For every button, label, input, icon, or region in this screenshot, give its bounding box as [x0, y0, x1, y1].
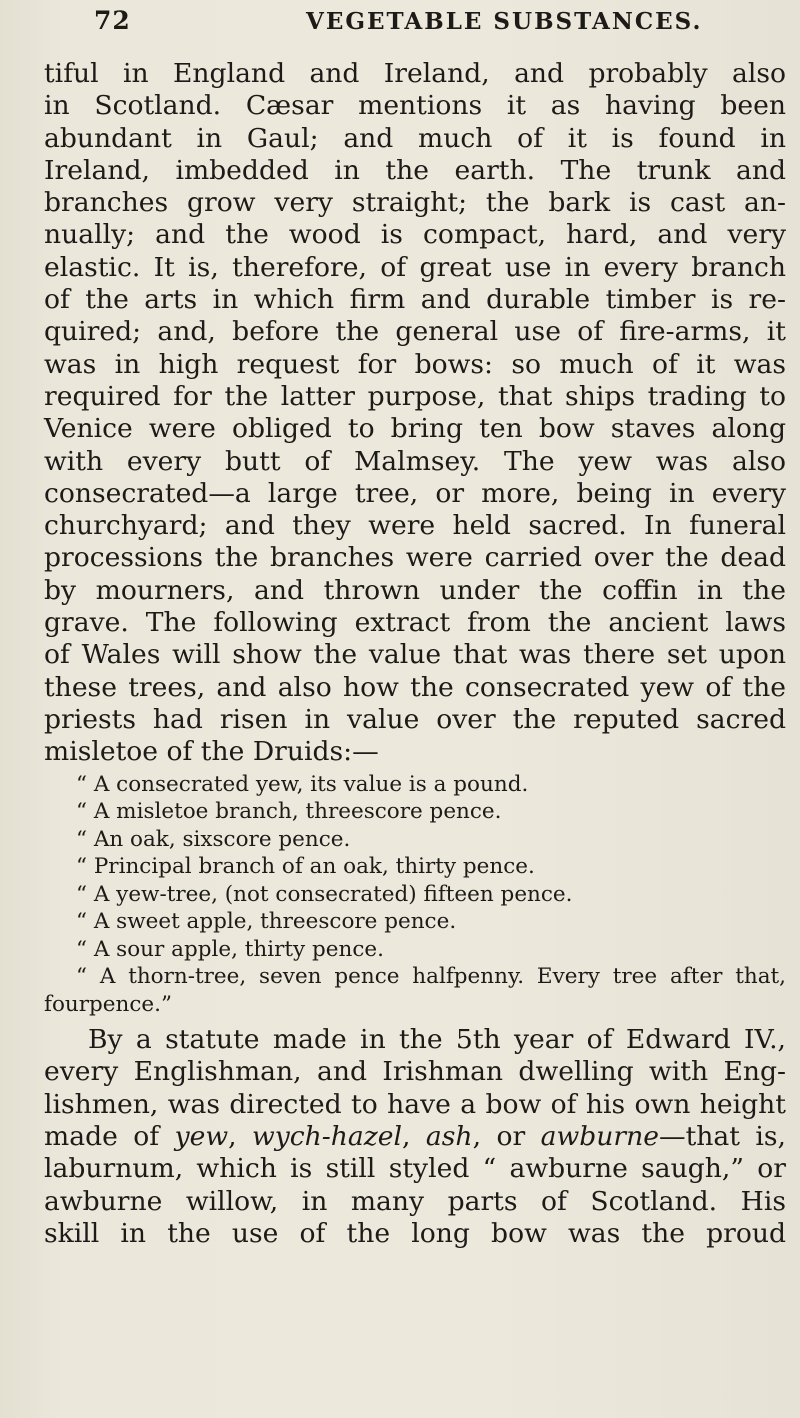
quote-line: “ Principal branch of an oak, thirty pence. — [76, 854, 535, 880]
quote-line: “ A sour apple, thirty pence. — [76, 936, 384, 962]
italic-term: ash — [425, 1120, 473, 1152]
text-line: in Scotland. Cæsar mentions it as having been — [44, 90, 786, 122]
text-line: processions the branches were carried over the dead — [44, 542, 786, 574]
text-line: lishmen, was directed to have a bow of his own height — [44, 1088, 786, 1120]
quote-line: “ A thorn-tree, seven pence halfpenny. Every tree after that, — [76, 964, 786, 990]
text-line: priests had risen in value over the reputed sacred — [44, 703, 786, 735]
text-line: laburnum, which is still styled “ awburne saugh,” or — [44, 1153, 786, 1185]
text-line: was in high request for bows: so much of it was — [44, 348, 786, 380]
quote-line: “ A misletoe branch, threescore pence. — [76, 799, 502, 825]
text-line: of the arts in which firm and durable timber is re- — [44, 284, 786, 316]
text-fragment: , — [402, 1120, 426, 1152]
text-line: churchyard; and they were held sacred. In funeral — [44, 510, 786, 542]
text-line: grave. The following extract from the ancient laws — [44, 607, 786, 639]
text-line: with every butt of Malmsey. The yew was also — [44, 445, 786, 477]
text-line: skill in the use of the long bow was the proud — [44, 1217, 786, 1249]
quote-line: “ A consecrated yew, its value is a pound. — [76, 771, 529, 797]
quote-line: “ A yew-tree, (not consecrated) fifteen pence. — [76, 881, 573, 907]
text-line: required for the latter purpose, that ships trading to — [44, 380, 786, 412]
running-title: VEGETABLE SUBSTANCES. — [306, 8, 703, 35]
text-line: misletoe of the Druids:— — [44, 736, 379, 768]
text-line: every Englishman, and Irishman dwelling with Eng- — [44, 1056, 786, 1088]
text-line: these trees, and also how the consecrated yew of the — [44, 671, 786, 703]
text-fragment: , or — [472, 1120, 541, 1152]
text-line: abundant in Gaul; and much of it is found in — [44, 122, 786, 154]
quote-line: fourpence.” — [44, 991, 172, 1017]
text-line: of Wales will show the value that was there set upon — [44, 639, 786, 671]
text-line: By a statute made in the 5th year of Edward IV., — [88, 1024, 786, 1056]
quote-line: “ A sweet apple, threescore pence. — [76, 909, 457, 935]
text-line — [44, 1121, 786, 1153]
paragraph-yew-description — [44, 58, 786, 769]
paragraph-statute — [44, 1024, 786, 1250]
text-line: by mourners, and thrown under the coffin in the — [44, 574, 786, 606]
italic-term: wych-hazel — [251, 1120, 403, 1152]
text-fragment: made of — [44, 1120, 175, 1152]
text-line: Venice were obliged to bring ten bow staves along — [44, 413, 786, 445]
text-line: nually; and the wood is compact, hard, and very — [44, 219, 786, 251]
welsh-laws-extract — [44, 771, 786, 1019]
page-number: 72 — [94, 6, 131, 35]
text-fragment: —that is, — [658, 1120, 786, 1152]
text-line: branches grow very straight; the bark is cast an- — [44, 187, 786, 219]
text-fragment: , — [228, 1120, 252, 1152]
italic-term: awburne — [540, 1120, 659, 1152]
text-line: tiful in England and Ireland, and probably also — [44, 58, 786, 89]
quote-line: “ An oak, sixscore pence. — [76, 826, 351, 852]
text-line: elastic. It is, therefore, of great use in every branch — [44, 251, 786, 283]
text-line: consecrated—a large tree, or more, being in every — [44, 477, 786, 509]
running-head — [44, 0, 786, 58]
text-line: Ireland, imbedded in the earth. The trunk and — [44, 154, 786, 186]
italic-term: yew — [174, 1120, 229, 1152]
text-line: quired; and, before the general use of fire-arms, it — [44, 316, 786, 348]
text-line: awburne willow, in many parts of Scotland. His — [44, 1185, 786, 1217]
